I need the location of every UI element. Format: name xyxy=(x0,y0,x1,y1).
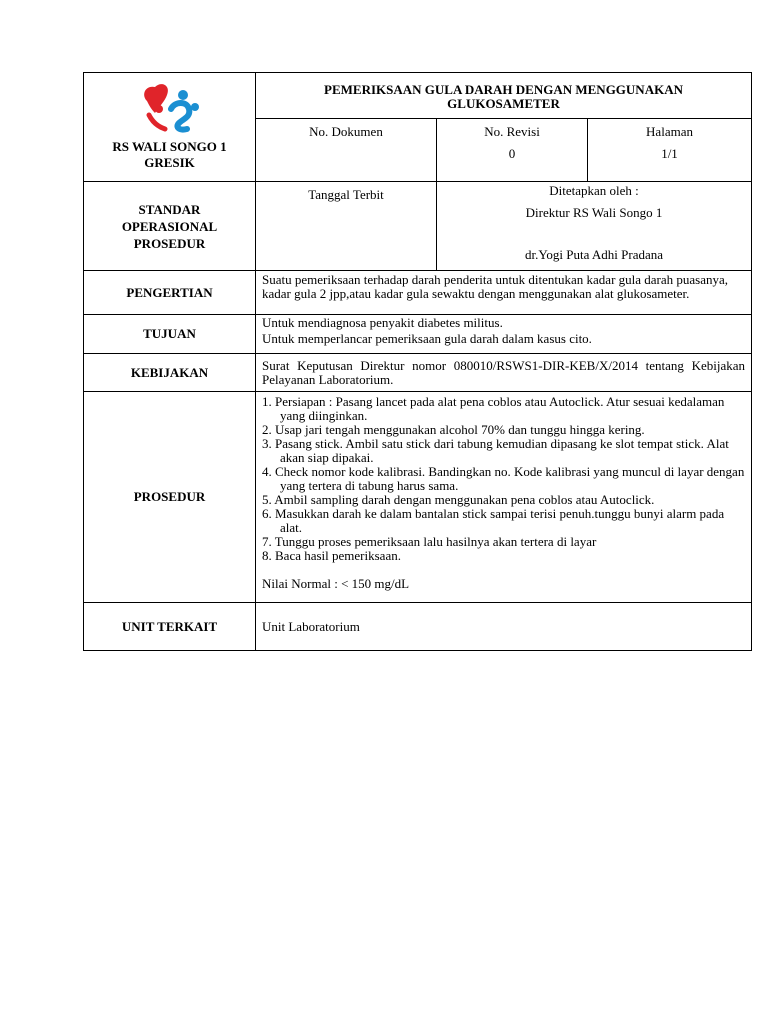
no-revisi-value: 0 xyxy=(508,146,516,161)
hospital-name-line1: RS WALI SONGO 1 xyxy=(112,139,227,154)
unit-terkait-text: Unit Laboratorium xyxy=(256,603,752,651)
halaman-cell xyxy=(588,119,752,182)
sop-label-line1: STANDAR xyxy=(138,201,201,217)
tujuan-cell xyxy=(256,315,752,354)
unit-terkait-label: UNIT TERKAIT xyxy=(84,603,256,651)
hospital-logo-cell xyxy=(84,73,256,182)
prosedur-step: 8. Baca hasil pemeriksaan. xyxy=(262,548,401,563)
prosedur-step: 3. Pasang stick. Ambil satu stick dari tabung kemudian dipasang ke slot tempat stick. Alat akan siap dipakai. xyxy=(262,436,729,465)
document-title-line2: GLUKOSAMETER xyxy=(447,95,560,111)
pengertian-label: PENGERTIAN xyxy=(84,271,256,315)
ditetapkan-label: Ditetapkan oleh : xyxy=(549,183,639,198)
prosedur-cell xyxy=(256,392,752,603)
prosedur-step: 5. Ambil sampling darah dengan menggunakan pena coblos atau Autoclick. xyxy=(262,492,655,507)
hospital-logo-icon xyxy=(137,79,203,135)
prosedur-step: 7. Tunggu proses pemeriksaan lalu hasilnya akan tertera di layar xyxy=(262,534,597,549)
ditetapkan-jabatan: Direktur RS Wali Songo 1 xyxy=(525,205,663,220)
document-title-line1: PEMERIKSAAN GULA DARAH DENGAN MENGGUNAKAN xyxy=(324,81,683,97)
tanggal-terbit-label: Tanggal Terbit xyxy=(308,187,384,202)
prosedur-step: 4. Check nomor kode kalibrasi. Bandingkan no. Kode kalibrasi yang muncul di layar dengan yang tertera di tabung harus sama. xyxy=(262,464,745,493)
tanggal-terbit-cell xyxy=(256,182,437,271)
no-revisi-cell xyxy=(437,119,588,182)
no-revisi-label: No. Revisi xyxy=(484,124,540,139)
no-dokumen-label: No. Dokumen xyxy=(309,124,383,139)
sop-table xyxy=(83,72,752,651)
kebijakan-text: Surat Keputusan Direktur nomor 080010/RSWS1-DIR-KEB/X/2014 tentang Kebijakan Pelayanan Laboratorium. xyxy=(256,354,752,392)
ditetapkan-nama: dr.Yogi Puta Adhi Pradana xyxy=(524,247,664,262)
tujuan-line2: Untuk memperlancar pemeriksaan gula darah dalam kasus cito. xyxy=(262,331,592,346)
nilai-normal: Nilai Normal : < 150 mg/dL xyxy=(262,576,410,591)
prosedur-step: 2. Usap jari tengah menggunakan alcohol 70% dan tunggu hingga kering. xyxy=(262,422,645,437)
sop-label-line3: PROSEDUR xyxy=(133,235,206,251)
prosedur-step: 1. Persiapan : Pasang lancet pada alat pena coblos atau Autoclick. Atur sesuai kedalaman yang diinginkan. xyxy=(262,394,725,423)
kebijakan-label: KEBIJAKAN xyxy=(84,354,256,392)
ditetapkan-cell xyxy=(437,182,752,271)
pengertian-text: Suatu pemeriksaan terhadap darah penderita untuk ditentukan kadar gula darah puasanya, kadar gula 2 jpp,atau kadar gula sewaktu dengan menggunakan alat glukosameter. xyxy=(256,271,752,315)
sop-label-line2: OPERASIONAL xyxy=(121,218,218,234)
hospital-name-line2: GRESIK xyxy=(144,155,195,170)
halaman-label: Halaman xyxy=(646,124,693,139)
prosedur-label: PROSEDUR xyxy=(84,392,256,603)
halaman-value: 1/1 xyxy=(661,146,678,161)
tujuan-label: TUJUAN xyxy=(84,315,256,354)
hospital-name xyxy=(84,139,255,171)
sop-label-cell xyxy=(84,182,256,271)
tujuan-line1: Untuk mendiagnosa penyakit diabetes militus. xyxy=(262,315,503,330)
no-dokumen-cell xyxy=(256,119,437,182)
document-title-cell xyxy=(256,73,752,119)
prosedur-steps xyxy=(262,395,745,563)
prosedur-step: 6. Masukkan darah ke dalam bantalan stick sampai terisi penuh.tunggu bunyi alarm pada alat. xyxy=(262,506,725,535)
